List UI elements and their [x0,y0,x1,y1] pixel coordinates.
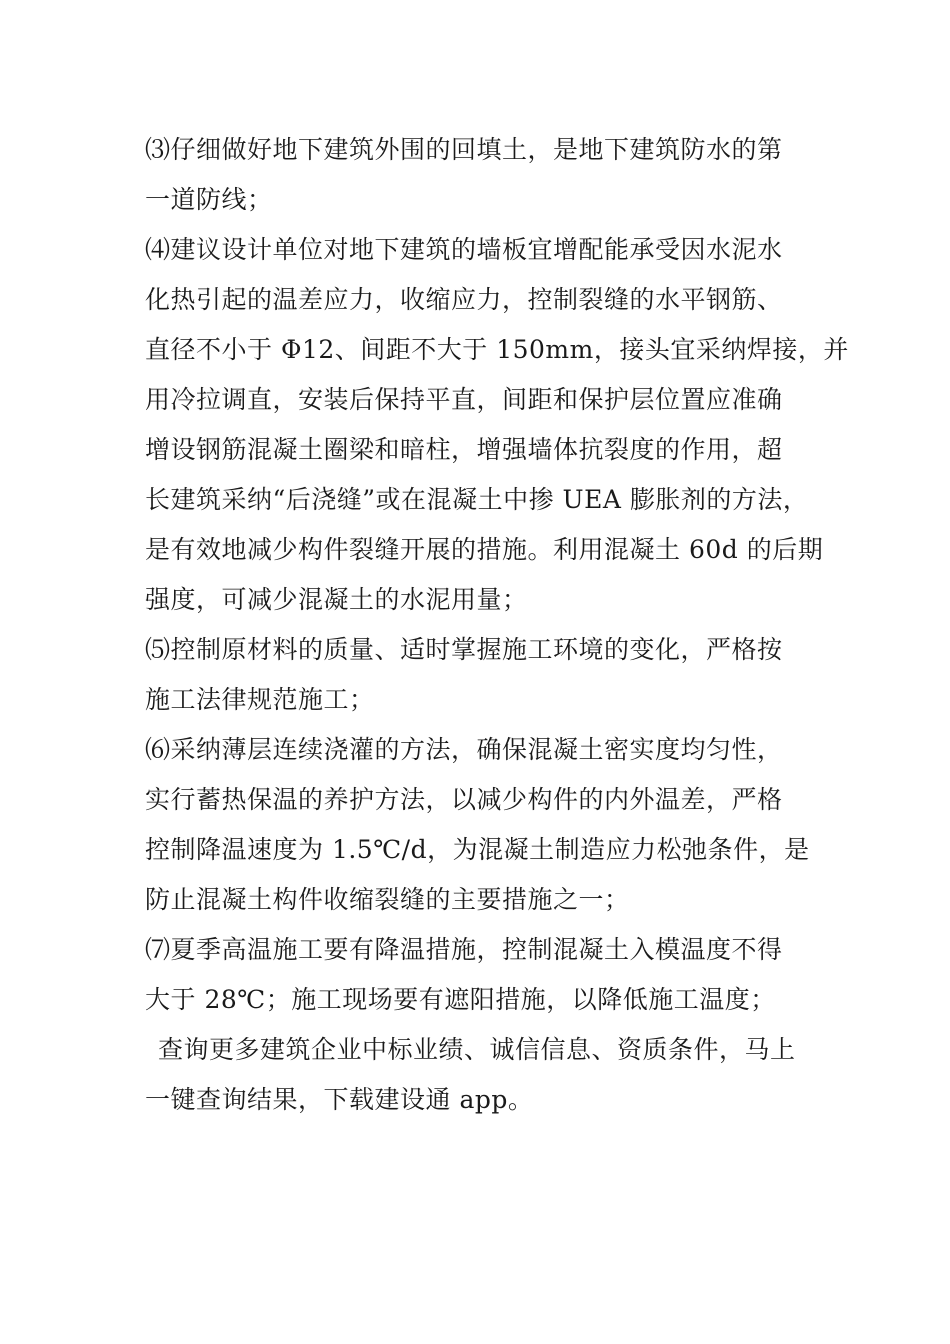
text-line: 是有效地减少构件裂缝开展的措施。利用混凝土 60d 的后期 [145,535,824,564]
text-line: 控制降温速度为 1.5℃/d，为混凝土制造应力松弛条件，是 [145,835,810,864]
text-line: 长建筑采纳“后浇缝”或在混凝土中掺 UEA 膨胀剂的方法， [145,485,809,514]
text-line: 大于 28℃；施工现场要有遮阳措施，以降低施工温度； [145,985,776,1014]
text-line: 防止混凝土构件收缩裂缝的主要措施之一； [145,885,630,914]
text-line: 用冷拉调直，安装后保持平直，间距和保护层位置应准确 [145,385,783,414]
text-line: 查询更多建筑企业中标业绩、诚信信息、资质条件，马上 [158,1035,796,1064]
text-line: ⑷建议设计单位对地下建筑的墙板宜增配能承受因水泥水 [145,235,783,264]
text-line: 强度，可减少混凝土的水泥用量； [145,585,528,614]
text-line: 化热引起的温差应力，收缩应力，控制裂缝的水平钢筋、 [145,285,783,314]
text-line: 直径不小于 Φ12、间距不大于 150mm，接头宜采纳焊接，并 [145,335,849,364]
text-line: 施工法律规范施工； [145,685,375,714]
text-line: 实行蓄热保温的养护方法，以减少构件的内外温差，严格 [145,785,783,814]
text-line: 一道防线； [145,185,273,214]
text-line: ⑹采纳薄层连续浇灌的方法，确保混凝土密实度均匀性， [145,735,783,764]
text-line: 增设钢筋混凝土圈梁和暗柱，增强墙体抗裂度的作用，超 [145,435,783,464]
text-line: ⑸控制原材料的质量、适时掌握施工环境的变化，严格按 [145,635,783,664]
text-line: 一键查询结果，下载建设通 app。 [145,1085,534,1114]
text-line: ⑺夏季高温施工要有降温措施，控制混凝土入模温度不得 [145,935,783,964]
text-line: ⑶仔细做好地下建筑外围的回填土，是地下建筑防水的第 [145,135,783,164]
